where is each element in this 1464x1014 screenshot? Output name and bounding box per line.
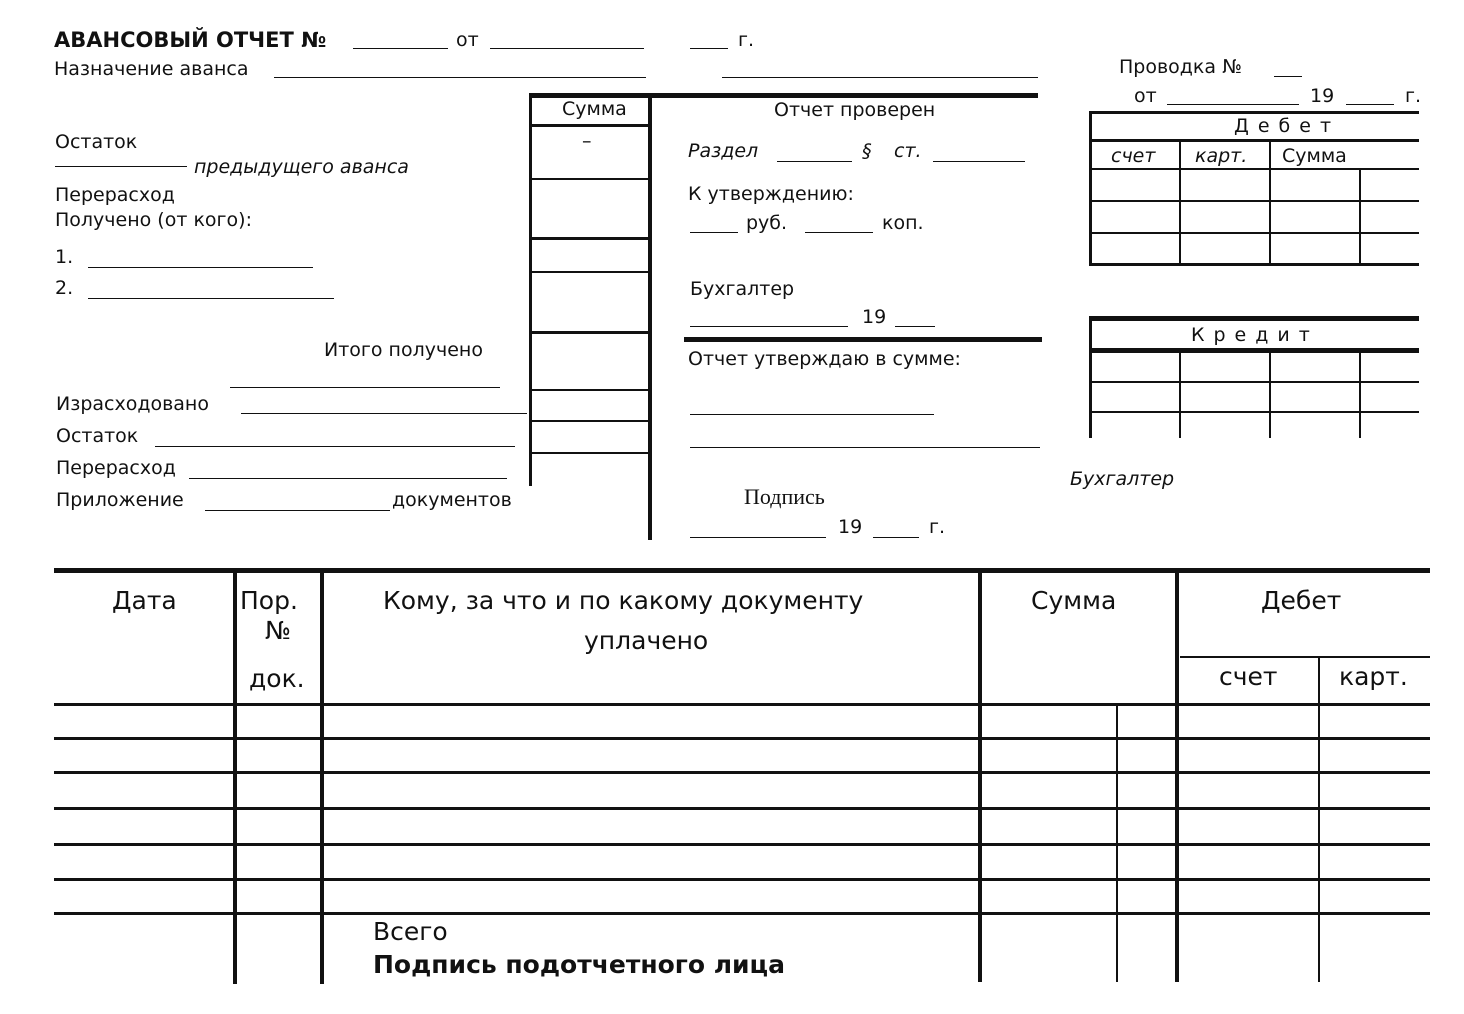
table-row-rule-5 xyxy=(54,878,1430,881)
received-from-label: Получено (от кого): xyxy=(55,209,252,231)
report-year-suffix: г. xyxy=(738,29,755,51)
debit-title: Дебет xyxy=(1234,115,1341,137)
table-row-rule-6 xyxy=(54,912,1430,915)
sum-column-header: Сумма xyxy=(562,98,627,120)
col-desc-header-2: уплачено xyxy=(584,626,709,655)
approve-top-rule xyxy=(684,337,1042,342)
signature-year-line[interactable] xyxy=(873,537,919,538)
spent-line[interactable] xyxy=(241,413,527,414)
remainder-label: Остаток xyxy=(55,131,138,153)
table-row-rule-1 xyxy=(54,737,1430,740)
article-line[interactable] xyxy=(933,161,1025,162)
debit-row-rule-2 xyxy=(1089,232,1419,234)
debit-title-rule xyxy=(1089,139,1419,142)
col-sum-header: Сумма xyxy=(1031,586,1117,615)
documents-label: документов xyxy=(392,489,512,511)
table-divider-sum-kop xyxy=(1116,705,1118,982)
debit-header-rule xyxy=(1089,168,1419,170)
col-num-header-1: Пор. xyxy=(240,586,298,615)
remainder-dash-line xyxy=(55,166,187,167)
debit-col-account: счет xyxy=(1111,145,1156,167)
rub-label: руб. xyxy=(746,212,788,234)
debit-col-sum: Сумма xyxy=(1282,145,1347,167)
report-year-line[interactable] xyxy=(690,48,728,49)
signature-year-suffix: г. xyxy=(929,516,946,538)
received-item-1: 1. xyxy=(55,246,74,268)
approve-sum-label: Отчет утверждаю в сумме: xyxy=(688,348,961,370)
debit-left-border xyxy=(1089,111,1092,266)
sum-header-rule xyxy=(529,124,651,127)
col-num-header-3: док. xyxy=(249,664,305,693)
spent-label: Израсходовано xyxy=(56,393,209,415)
table-divider-date xyxy=(233,572,237,984)
sum-column-right-border xyxy=(648,94,652,540)
posting-year-19: 19 xyxy=(1310,85,1335,107)
table-divider-sum xyxy=(1175,572,1179,982)
attachment-label: Приложение xyxy=(56,489,184,511)
debit-col-card: карт. xyxy=(1195,145,1248,167)
posting-date-line[interactable] xyxy=(1167,104,1299,105)
col-card-header: карт. xyxy=(1339,662,1408,691)
debit-subheader-rule xyxy=(1180,656,1430,658)
credit-row-rule-2 xyxy=(1089,411,1419,413)
rub-line[interactable] xyxy=(690,232,738,233)
credit-col-divider-1 xyxy=(1179,352,1181,438)
col-desc-header-1: Кому, за что и по какому документу xyxy=(383,586,864,615)
sum-cell-rule-3 xyxy=(529,271,651,273)
posting-accountant-label: Бухгалтер xyxy=(1070,468,1175,490)
credit-title-rule xyxy=(1089,348,1419,353)
total-received-label: Итого получено xyxy=(324,339,483,361)
debit-top-rule xyxy=(1089,111,1419,114)
remainder2-label: Остаток xyxy=(56,425,139,447)
check-year-line[interactable] xyxy=(895,326,935,327)
col-num-header-2: № xyxy=(265,616,292,645)
total-received-line[interactable] xyxy=(230,387,500,388)
posting-number-line[interactable] xyxy=(1274,76,1302,77)
report-from-label: от xyxy=(456,29,479,51)
signature-label: Подпись xyxy=(744,484,825,509)
approve-line-1[interactable] xyxy=(690,414,934,415)
purpose-line[interactable] xyxy=(274,77,646,78)
table-row-rule-3 xyxy=(54,807,1430,810)
table-top-rule xyxy=(54,568,1430,573)
credit-col-divider-2 xyxy=(1269,352,1271,438)
section-label: Раздел xyxy=(688,140,759,162)
overspend2-line[interactable] xyxy=(189,478,507,479)
received-item-2: 2. xyxy=(55,277,74,299)
report-date-line[interactable] xyxy=(490,48,644,49)
sum-cell-rule-7 xyxy=(529,452,651,454)
debit-bottom-rule xyxy=(1089,263,1419,266)
signature-line[interactable] xyxy=(690,537,826,538)
posting-label: Проводка № xyxy=(1119,56,1242,78)
purpose-line-2[interactable] xyxy=(722,77,1038,78)
article-label: ст. xyxy=(894,140,922,162)
col-account-header: счет xyxy=(1219,662,1278,691)
section-line[interactable] xyxy=(777,161,852,162)
sum-column-left-border xyxy=(529,94,532,486)
table-divider-num xyxy=(320,572,324,984)
col-date-header: Дата xyxy=(112,586,177,615)
kop-line[interactable] xyxy=(805,232,873,233)
table-divider-desc xyxy=(978,572,982,982)
sum-first-value: – xyxy=(582,130,592,152)
approve-line-2[interactable] xyxy=(690,447,1040,448)
overspend-label: Перерасход xyxy=(55,184,175,206)
credit-top-rule xyxy=(1089,316,1419,321)
credit-title: Кредит xyxy=(1191,324,1319,346)
report-title: АВАНСОВЫЙ ОТЧЕТ № xyxy=(54,28,327,52)
table-signature-label: Подпись подотчетного лица xyxy=(373,950,785,979)
paragraph-label: § xyxy=(862,140,872,162)
debit-col-divider-3 xyxy=(1359,169,1361,266)
credit-left-border xyxy=(1089,316,1092,438)
table-row-rule-2 xyxy=(54,771,1430,774)
table-divider-account xyxy=(1318,658,1320,982)
col-debit-header: Дебет xyxy=(1261,586,1342,615)
approval-label: К утверждению: xyxy=(688,183,854,205)
posting-from-label: от xyxy=(1134,85,1157,107)
debit-row-rule-1 xyxy=(1089,200,1419,202)
table-row-rule-4 xyxy=(54,843,1430,846)
check-accountant-label: Бухгалтер xyxy=(690,278,795,300)
remainder2-line[interactable] xyxy=(155,446,515,447)
sum-cell-rule-6 xyxy=(529,420,651,422)
check-title: Отчет проверен xyxy=(774,99,936,121)
report-number-line[interactable] xyxy=(353,48,448,49)
prev-advance-label: предыдущего аванса xyxy=(194,156,409,178)
table-total-label: Всего xyxy=(373,917,448,946)
attachment-line[interactable] xyxy=(205,510,390,511)
credit-col-divider-3 xyxy=(1359,352,1361,438)
sum-cell-rule-5 xyxy=(529,389,651,391)
sum-cell-rule-2 xyxy=(529,237,651,240)
table-header-rule xyxy=(54,703,1430,706)
overspend2-label: Перерасход xyxy=(56,457,176,479)
received-line-1[interactable] xyxy=(88,267,313,268)
posting-year-line[interactable] xyxy=(1346,104,1394,105)
posting-year-suffix: г. xyxy=(1405,85,1422,107)
received-line-2[interactable] xyxy=(88,298,334,299)
sum-cell-rule-4 xyxy=(529,331,651,334)
check-year-19: 19 xyxy=(862,306,887,328)
debit-col-divider-1 xyxy=(1179,141,1181,266)
credit-row-rule-1 xyxy=(1089,381,1419,383)
sum-cell-rule-1 xyxy=(529,178,651,180)
kop-label: коп. xyxy=(882,212,924,234)
debit-col-divider-2 xyxy=(1269,141,1271,266)
purpose-label: Назначение аванса xyxy=(54,58,249,80)
check-accountant-line[interactable] xyxy=(690,326,848,327)
signature-year-19: 19 xyxy=(838,516,863,538)
